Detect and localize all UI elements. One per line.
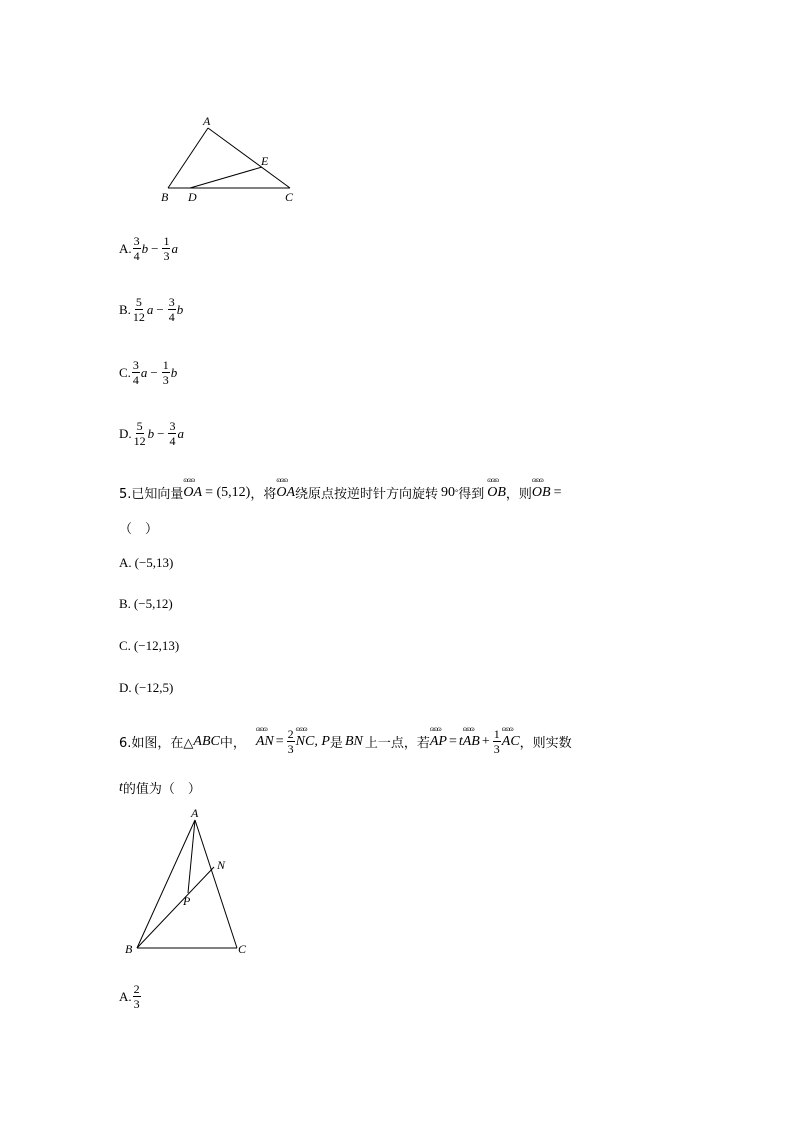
vector-ab: ɷɷɷ AB xyxy=(462,724,480,749)
vector-oa: ɷɷɷ OA xyxy=(183,475,203,500)
operator: − xyxy=(157,425,165,441)
q6-option-a[interactable] xyxy=(119,983,142,1010)
label-a: A xyxy=(203,114,211,128)
variable-t: t xyxy=(119,779,123,795)
label-b: B xyxy=(125,942,133,956)
label-c: C xyxy=(285,190,294,204)
q5-option-d[interactable] xyxy=(119,680,173,696)
q6-plus: + xyxy=(481,733,490,749)
q6-stem-line2 xyxy=(119,778,201,797)
vector-ac: ɷɷɷ AC xyxy=(501,724,520,749)
segment-de xyxy=(190,167,262,188)
fraction: $\frac{3}{4}$ xyxy=(132,358,139,387)
vector-nc: ɷɷɷ NC xyxy=(295,724,315,749)
vector-oa-2: ɷɷɷ OA xyxy=(276,475,295,500)
label-a: A xyxy=(191,806,199,820)
label-n: N xyxy=(217,858,226,872)
q5-tail: = xyxy=(553,484,562,500)
variable-t: t xyxy=(458,733,463,749)
q5-text-1: ，将 xyxy=(250,487,277,502)
q5-answer-paren: （ ） xyxy=(119,522,159,537)
q6-eq-2: = xyxy=(448,733,457,749)
point-p: , P xyxy=(314,733,330,749)
option-letter: D. xyxy=(119,425,132,441)
variable: b xyxy=(147,425,155,441)
q5-option-b[interactable] xyxy=(119,596,173,612)
q6-text-3: ，则实数 xyxy=(519,736,572,751)
variable: a xyxy=(171,240,178,256)
variable: b xyxy=(176,301,184,317)
q4-option-a[interactable] xyxy=(119,235,178,262)
fraction: $\frac{3}{4}$ xyxy=(168,295,175,324)
segment-ac xyxy=(195,820,237,948)
q5-option-a[interactable] xyxy=(119,555,173,571)
fraction: $\frac{3}{4}$ xyxy=(169,419,176,448)
q5-stem xyxy=(119,475,562,502)
fraction-two-thirds: $\frac{2}{3}$ xyxy=(287,727,294,756)
fraction: $\frac{3}{4}$ xyxy=(133,234,140,263)
option-letter: A. xyxy=(119,555,132,570)
q5-text-3: 得到 xyxy=(458,487,485,502)
option-letter: B. xyxy=(119,301,131,317)
segment-ab xyxy=(168,128,208,188)
segment-bn-label: BN xyxy=(344,733,363,749)
option-letter: A. xyxy=(119,988,132,1004)
segment-ap xyxy=(188,820,195,893)
variable: a xyxy=(177,425,184,441)
operator: − xyxy=(150,364,158,380)
label-b: B xyxy=(161,190,169,204)
vector-ob-2: ɷɷɷ OB xyxy=(531,475,551,500)
q6-text-1: 是 xyxy=(329,736,343,751)
operator: − xyxy=(151,240,159,256)
triangle-name: ABC xyxy=(193,733,220,749)
q6-mid: 中， xyxy=(219,736,246,751)
q5-angle: 90 xyxy=(441,484,456,500)
label-c: C xyxy=(238,942,247,956)
degree-sign: ° xyxy=(455,488,459,497)
figure-triangle-abc-np xyxy=(120,805,260,965)
q5-option-c[interactable] xyxy=(119,638,179,654)
fraction-one-third: $\frac{1}{3}$ xyxy=(493,727,500,756)
segment-ab xyxy=(137,820,195,948)
operator: − xyxy=(156,301,164,317)
option-value: (−12,13) xyxy=(133,638,180,653)
option-letter: D. xyxy=(119,680,132,695)
option-value: (−12,5) xyxy=(134,680,174,695)
label-d: D xyxy=(188,190,197,204)
label-e: E xyxy=(261,154,269,168)
variable: b xyxy=(141,240,149,256)
q5-text-4: ，则 xyxy=(505,487,532,502)
vector-ob: ɷɷɷ OB xyxy=(487,475,506,500)
q4-option-c[interactable] xyxy=(119,359,177,386)
label-p: P xyxy=(183,894,191,908)
fraction: $\frac{2}{3}$ xyxy=(133,982,140,1011)
q5-eq-value: = (5,12) xyxy=(205,484,251,500)
variable: a xyxy=(140,364,148,380)
q5-prefix: 5.已知向量 xyxy=(119,487,184,502)
option-value: (−5,13) xyxy=(134,555,174,570)
option-letter: C. xyxy=(119,638,131,653)
fraction: $\frac{5}{12}$ xyxy=(133,419,146,448)
variable: a xyxy=(146,301,154,317)
vector-ap: ɷɷɷ AP xyxy=(429,724,447,749)
fraction: $\frac{1}{3}$ xyxy=(163,234,170,263)
option-letter: B. xyxy=(119,596,131,611)
segment-bn xyxy=(137,867,214,948)
q5-text-2: 绕原点按逆时针方向旋转 xyxy=(295,487,439,502)
q6-line2-text: 的值为（ ） xyxy=(122,782,201,797)
fraction: $\frac{5}{12}$ xyxy=(132,295,145,324)
q4-option-b[interactable] xyxy=(119,296,183,323)
figure-triangle-abc-de xyxy=(150,110,310,210)
vector-an: ɷɷɷ AN xyxy=(255,724,274,749)
variable: b xyxy=(170,364,178,380)
option-letter: A. xyxy=(119,240,132,256)
fraction: $\frac{1}{3}$ xyxy=(162,358,169,387)
q6-stem xyxy=(119,724,572,756)
q6-eq-1: = xyxy=(275,733,284,749)
option-letter: C. xyxy=(119,364,131,380)
q6-prefix: 6.如图，在△ xyxy=(119,736,194,751)
q6-text-2: 上一点，若 xyxy=(364,736,430,751)
q4-option-d[interactable] xyxy=(119,420,184,447)
option-value: (−5,12) xyxy=(133,596,173,611)
